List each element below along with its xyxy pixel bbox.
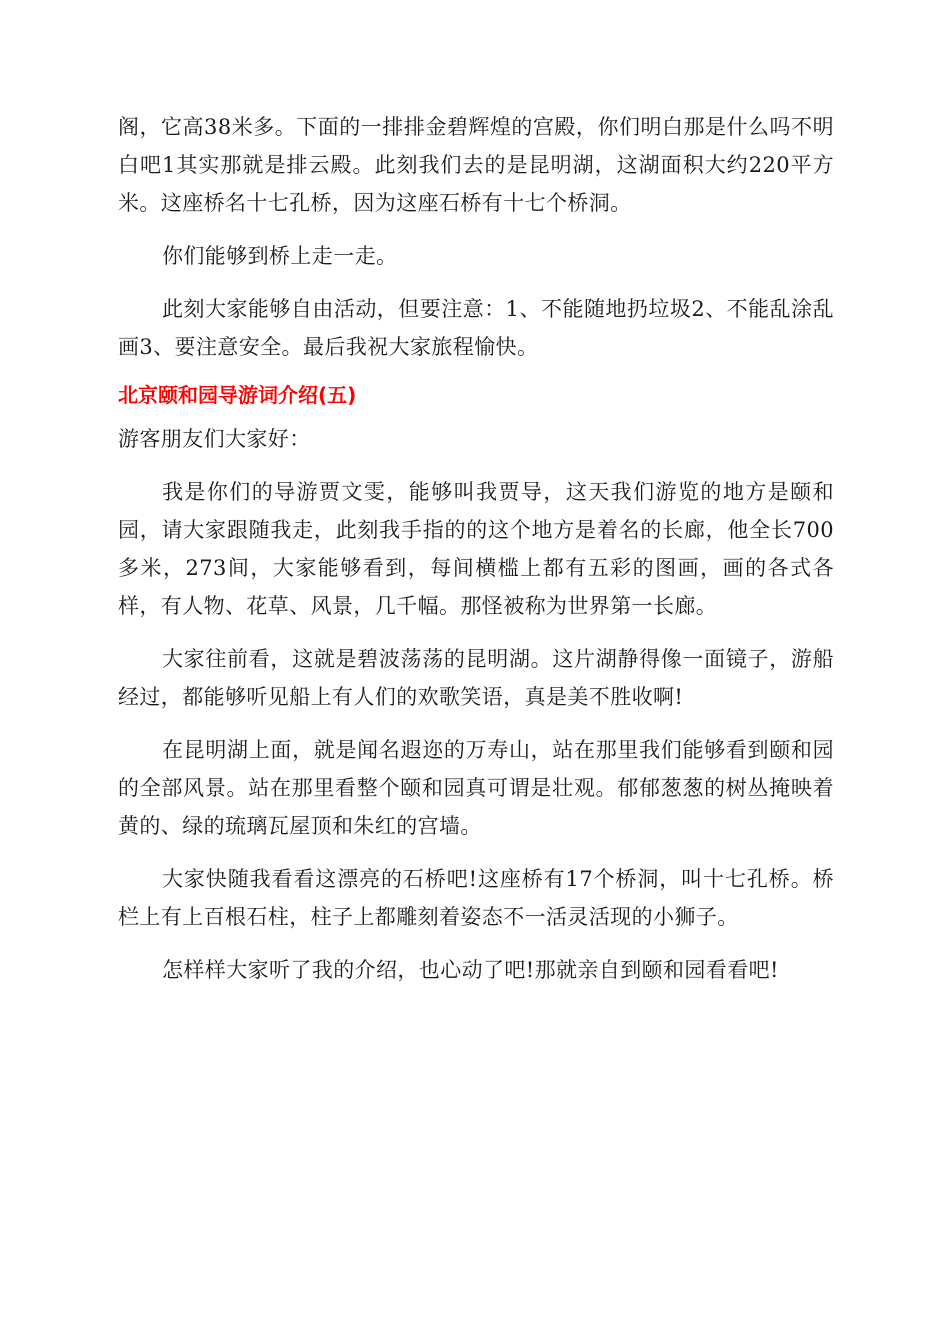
document-page [118, 108, 834, 989]
paragraph-continued: 阁，它高38米多。下面的一排排金碧辉煌的宫殿，你们明白那是什么吗不明白吧1其实那就是排云殿。此刻我们去的是昆明湖，这湖面积大约220平方米。这座桥名十七孔桥，因为这座石桥有十七个桥洞。 [118, 115, 834, 215]
paragraph-kunming-lake: 大家往前看，这就是碧波荡荡的昆明湖。这片湖静得像一面镜子，游船经过，都能够听见船上有人们的欢歌笑语，真是美不胜收啊! [118, 647, 834, 709]
paragraph-longevity-hill: 在昆明湖上面，就是闻名遐迩的万寿山，站在那里我们能够看到颐和园的全部风景。站在那里看整个颐和园真可谓是壮观。郁郁葱葱的树丛掩映着黄的、绿的琉璃瓦屋顶和朱红的宫墙。 [118, 738, 834, 838]
paragraph-closing: 怎样样大家听了我的介绍，也心动了吧!那就亲自到颐和园看看吧! [162, 958, 779, 982]
paragraph-long-corridor: 我是你们的导游贾文雯，能够叫我贾导，这天我们游览的地方是颐和园，请大家跟随我走，此刻我手指的的这个地方是着名的长廊，他全长700多米，273间，大家能够看到，每间横槛上都有五彩的图画，画的各式各样，有人物、花草、风景，几千幅。那怪被称为世界第一长廊。 [118, 480, 834, 618]
section-heading: 北京颐和园导游词介绍(五) [118, 383, 357, 407]
paragraph-bridge: 你们能够到桥上走一走。 [162, 244, 398, 268]
paragraph-free-activity: 此刻大家能够自由活动，但要注意：1、不能随地扔垃圾2、不能乱涂乱画3、要注意安全。最后我祝大家旅程愉快。 [118, 297, 834, 359]
paragraph-seventeen-arch-bridge: 大家快随我看看这漂亮的石桥吧!这座桥有17个桥洞，叫十七孔桥。桥栏上有上百根石柱，柱子上都雕刻着姿态不一活灵活现的小狮子。 [118, 867, 834, 929]
greeting-line: 游客朋友们大家好： [118, 427, 311, 451]
